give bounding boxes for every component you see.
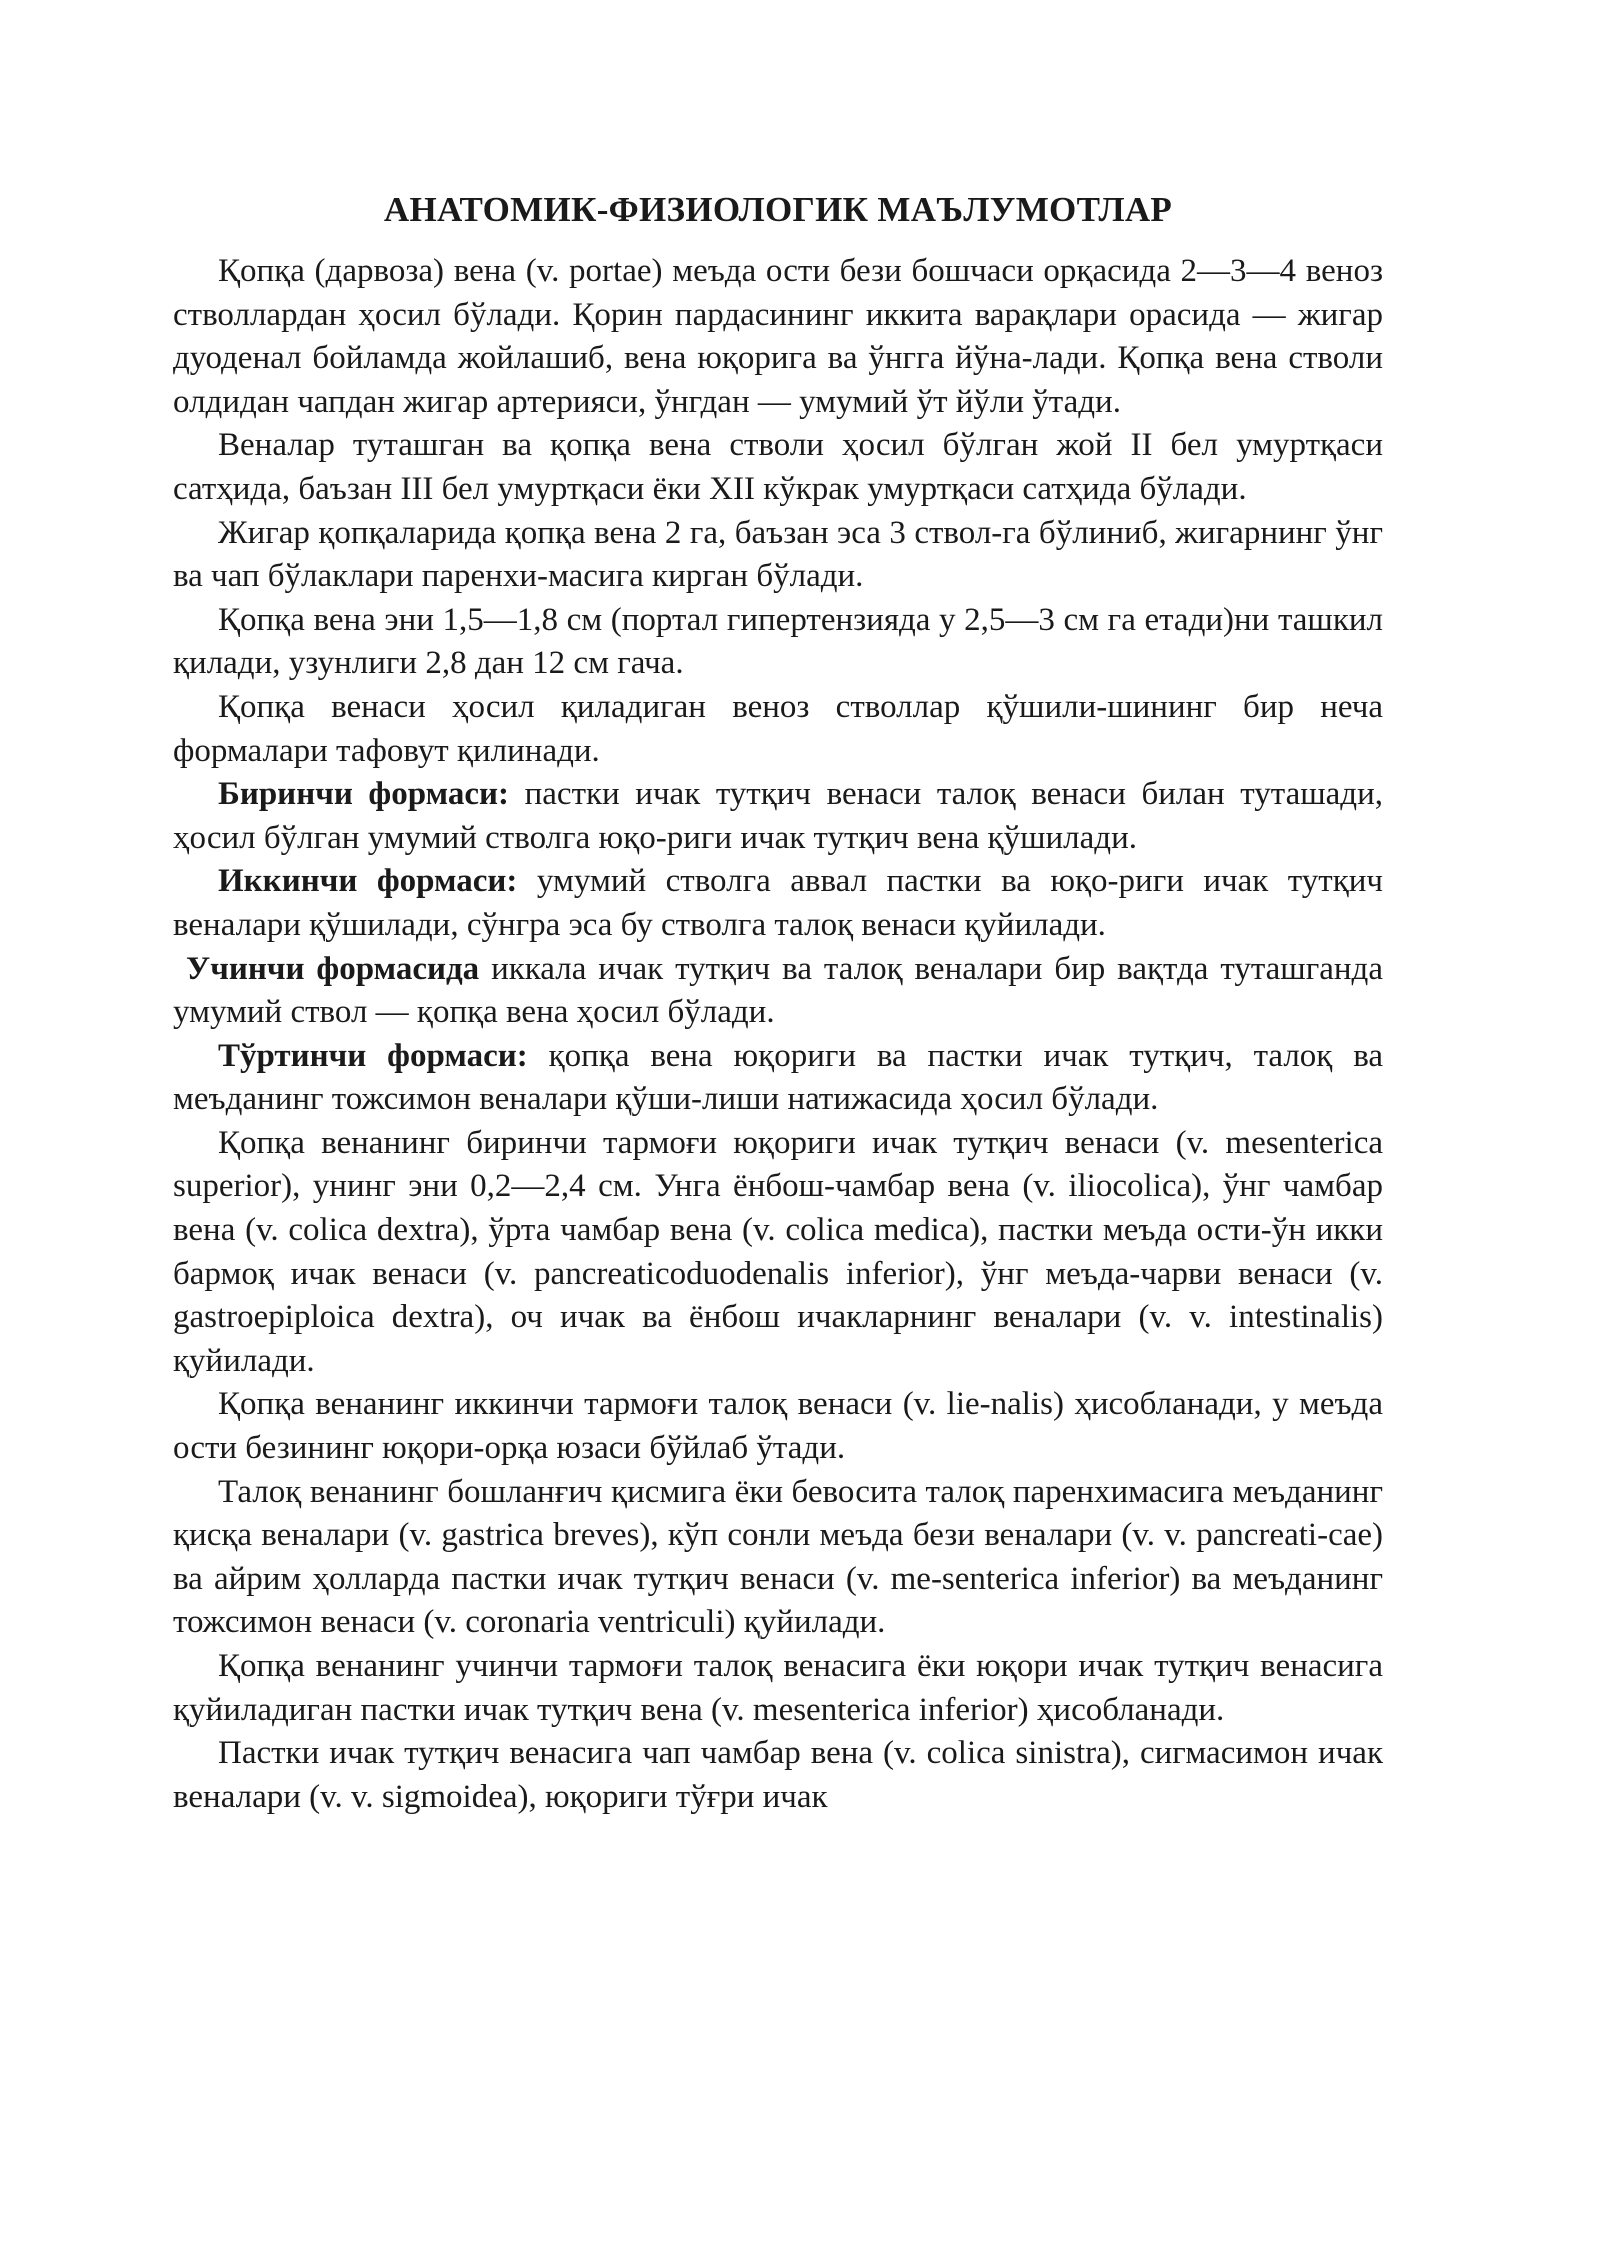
paragraph-second-form [173, 860, 1383, 947]
paragraph-text: Қопқа венанинг учинчи тармоғи талоқ венасига ёки юқори ичак тутқич венасига қуйиладиган пастки ичак тутқич вена (v. mesenterica inferior) ҳисобланади. [173, 1648, 1383, 1728]
paragraph-lead: Биринчи формаси: [218, 776, 510, 813]
paragraph-lead: Тўртинчи формаси: [218, 1037, 528, 1074]
paragraph-splenic-vein [173, 1471, 1383, 1645]
paragraph-first-form [173, 773, 1383, 860]
paragraph-vein-junction-level [173, 424, 1383, 511]
page-title: АНАТОМИК-ФИЗИОЛОГИК МАЪЛУМОТЛАР [383, 190, 1173, 229]
paragraph-first-branch [173, 1122, 1383, 1384]
paragraph-text: Қопқа (дарвоза) вена (v. portae) меъда ости бези бошчаси орқасида 2—3—4 веноз стволлардан ҳосил бўлади. Қорин пардасининг иккита варақлари орасида — жигар дуоденал бойламда жойлашиб, вена юқорига ва ўнгга йўна-лади. Қопқа вена стволи олдидан чапдан жигар артерияси, ўнгдан — умумий ўт йўли ўтади. [173, 253, 1383, 420]
paragraph-liver-hilum [173, 512, 1383, 599]
paragraph-text: қопқа вена юқориги ва пастки ичак тутқич, талоқ ва меъданинг тожсимон веналари қўши-лиши натижасида ҳосил бўлади. [173, 1037, 1383, 1118]
paragraph-fourth-form [173, 1035, 1383, 1122]
paragraph-text: Қопқа венанинг иккинчи тармоғи талоқ венаси (v. lie-nalis) ҳисобланади, у меъда ости безининг юқори-орқа юзаси бўйлаб ўтади. [173, 1386, 1383, 1467]
paragraph-lead: Иккинчи формаси: [218, 863, 518, 900]
paragraph-text: Қопқа вена эни 1,5—1,8 см (портал гипертензияда у 2,5—3 см га етади)ни ташкил қилади, узунлиги 2,8 дан 12 см гача. [173, 601, 1383, 682]
paragraph-text: умумий стволга аввал пастки ва юқо-риги ичак тутқич веналари қўшилади, сўнгра эса бу стволга талоқ венаси қуйилади. [173, 863, 1384, 943]
paragraph-text: Талоқ венанинг бошланғич қисмига ёки бевосита талоқ паренхимасига меъданинг қисқа веналари (v. gastrica breves), кўп сонли меъда бези веналари (v. v. pancreati-cae) ва айрим ҳолларда пастки ичак тутқич венаси (v. me-senterica inferior) ва меъданинг тожсимон венаси (v. coronaria ventriculi) қуйилади. [173, 1473, 1383, 1641]
paragraph-portal-vein-origin [173, 250, 1383, 424]
paragraph-third-form [173, 948, 1383, 1035]
paragraph-vein-width [173, 599, 1383, 686]
paragraph-second-branch [173, 1383, 1383, 1470]
paragraph-text: пастки ичак тутқич венаси талоқ венаси билан туташади, ҳосил бўлган умумий стволга юқо-риги ичак тутқич вена қўшилади. [173, 776, 1383, 856]
paragraph-forms-intro [173, 686, 1383, 773]
paragraph-text: иккала ичак тутқич ва талоқ веналари бир вақтда туташганда умумий ствол — қопқа вена ҳосил бўлади. [173, 950, 1383, 1031]
paragraph-text: Жигар қопқаларида қопқа вена 2 га, баъзан эса 3 ствол-га бўлиниб, жигарнинг ўнг ва чап бўлаклари паренхи-масига кирган бўлади. [173, 514, 1383, 595]
paragraph-lead: Учинчи формасида [186, 950, 480, 987]
paragraph-text: Веналар туташган ва қопқа вена стволи ҳосил бўлган жой II бел умуртқаси сатҳида, баъзан III бел умуртқаси ёки XII кўкрак умуртқаси сатҳида бўлади. [173, 427, 1383, 507]
paragraph-text: Қопқа венанинг биринчи тармоғи юқориги ичак тутқич венаси (v. mesenterica superior), унинг эни 0,2—2,4 см. Унга ёнбош-чамбар вена (v. iliocolica), ўнг чамбар вена (v. colica dextra), ўрта чамбар вена (v. colica medica), пастки меъда ости-ўн икки бармоқ ичак венаси (v. pancreaticoduodenalis inferior), ўнг меъда-чарви венаси (v. gastroepiploica dextra), оч ичак ва ёнбош ичакларнинг веналари (v. v. intestinalis) қуйилади. [173, 1124, 1383, 1379]
document-page [173, 188, 1383, 1819]
paragraph-third-branch [173, 1645, 1383, 1732]
paragraph-text: Қопқа венаси ҳосил қиладиган веноз стволлар қўшили-шининг бир неча формалари тафовут қилинади. [173, 688, 1383, 769]
paragraph-inferior-mesenteric [173, 1732, 1383, 1819]
paragraph-text: Пастки ичак тутқич венасига чап чамбар вена (v. colica sinistra), сигмасимон ичак веналари (v. v. sigmoidea), юқориги тўғри ичак [173, 1735, 1383, 1815]
